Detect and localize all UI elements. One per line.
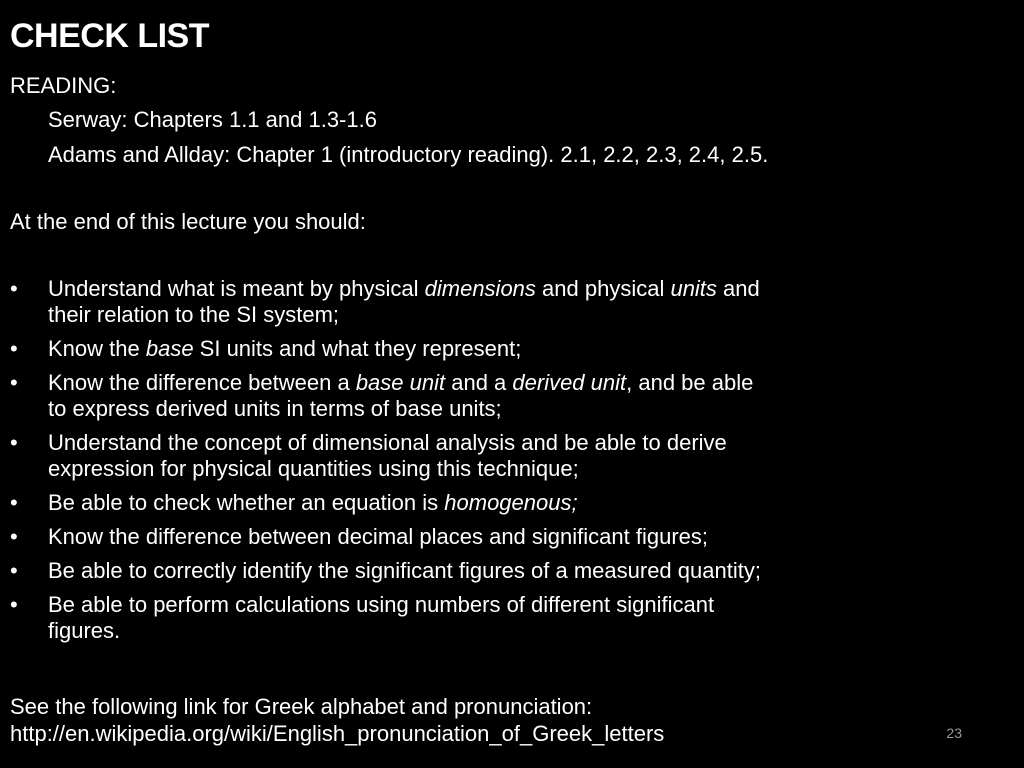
objectives-intro: At the end of this lecture you should: xyxy=(10,209,366,234)
objective-item xyxy=(10,370,910,422)
objective-continuation: their relation to the SI system; xyxy=(48,302,340,327)
objective-emphasis: base unit xyxy=(355,370,446,395)
reading-item-adams-allday: Adams and Allday: Chapter 1 (introductory reading). 2.1, 2.2, 2.3, 2.4, 2.5. xyxy=(48,142,769,167)
objective-text-part: Understand the concept of dimensional analysis and be able to derive xyxy=(48,430,727,455)
objective-item xyxy=(10,592,910,644)
objective-item xyxy=(10,524,910,550)
objective-emphasis: derived unit xyxy=(512,370,627,395)
objective-text xyxy=(48,430,910,482)
objective-text-part: Know the difference between decimal places and significant figures; xyxy=(48,524,708,549)
objective-item xyxy=(10,490,910,516)
objective-emphasis: dimensions xyxy=(424,276,536,301)
objective-text xyxy=(48,370,910,422)
objective-text xyxy=(48,276,910,328)
objective-text-part: Be able to check whether an equation is xyxy=(48,490,445,515)
objective-text xyxy=(48,558,910,584)
objective-text-part: and physical xyxy=(535,276,671,301)
objective-text xyxy=(48,336,910,362)
objective-text-part: Be able to correctly identify the significant figures of a measured quantity; xyxy=(48,558,761,583)
objective-continuation: to express derived units in terms of base units; xyxy=(48,396,502,421)
bullet-icon: • xyxy=(10,490,18,515)
objective-item xyxy=(10,336,910,362)
objective-text-part: and xyxy=(716,276,760,301)
reading-label: READING: xyxy=(10,73,117,98)
objective-emphasis: homogenous; xyxy=(444,490,578,515)
objective-emphasis: units xyxy=(670,276,717,301)
greek-alphabet-link[interactable]: http://en.wikipedia.org/wiki/English_pronunciation_of_Greek_letters xyxy=(10,721,665,746)
bullet-icon: • xyxy=(10,524,18,549)
objective-text-part: Know the difference between a xyxy=(48,370,356,395)
objectives-list xyxy=(10,276,910,652)
bullet-icon: • xyxy=(10,336,18,361)
objective-text-part: SI units and what they represent; xyxy=(193,336,522,361)
objective-text-part: and a xyxy=(445,370,513,395)
bullet-icon: • xyxy=(10,430,18,455)
bullet-icon: • xyxy=(10,370,18,395)
objective-text xyxy=(48,490,910,516)
bullet-icon: • xyxy=(10,276,18,301)
page-number: 23 xyxy=(946,725,962,741)
reading-item-serway: Serway: Chapters 1.1 and 1.3-1.6 xyxy=(48,107,377,132)
objective-continuation: expression for physical quantities using this technique; xyxy=(48,456,579,481)
objective-emphasis: base xyxy=(145,336,194,361)
objective-item xyxy=(10,558,910,584)
objective-text xyxy=(48,524,910,550)
objective-item xyxy=(10,276,910,328)
objective-text-part: , and be able xyxy=(626,370,754,395)
bullet-icon: • xyxy=(10,558,18,583)
bullet-icon: • xyxy=(10,592,18,617)
objective-text xyxy=(48,592,910,644)
objective-text-part: Know the xyxy=(48,336,146,361)
objective-text-part: Be able to perform calculations using numbers of different significant xyxy=(48,592,715,617)
slide-title: CHECK LIST xyxy=(10,17,209,55)
objective-item xyxy=(10,430,910,482)
greek-alphabet-note: See the following link for Greek alphabet and pronunciation: xyxy=(10,694,593,719)
objective-continuation: figures. xyxy=(48,618,121,643)
objective-text-part: Understand what is meant by physical xyxy=(48,276,425,301)
